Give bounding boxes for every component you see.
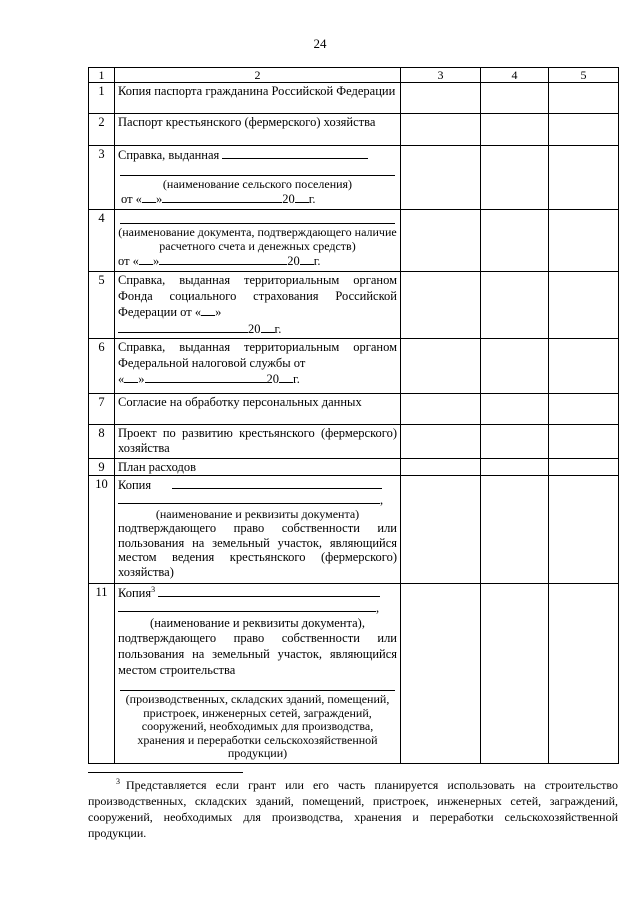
year-suffix: г. [293,372,300,386]
date-prefix: от « [118,254,139,268]
table-row [89,425,619,459]
cell-col3 [401,475,481,583]
date-mid: » [215,305,222,319]
field-hint: (наименование и реквизиты документа) [155,506,360,521]
table-row [89,394,619,425]
row-text: Справка, выданная [118,148,220,162]
column-header-2: 2 [115,68,401,83]
cell-col4 [481,475,549,583]
cell-col4 [481,146,549,210]
row-text: Копия паспорта гражданина Российской Федерации [115,83,401,114]
blank-line [120,163,395,176]
row-text: Согласие на обработку персональных данных [115,394,401,425]
cell-col3 [401,83,481,114]
page-number: 24 [313,36,327,51]
cell-col3 [401,339,481,394]
blank-line [145,371,267,383]
table-row [89,210,619,272]
year-prefix: 20 [248,321,261,336]
row-content [115,210,401,272]
cell-col5 [549,583,619,763]
blank-line [142,191,156,203]
blank-line [300,253,314,265]
cell-col5 [549,146,619,210]
footnote-text: Представляется если грант или его часть планируется использовать на строительство производственных, складских зданий, помещений, пристроек, инженерных сетей, заграждений, сооружений, необходимых для производства, хранения и переработки сельскохозяйственной продукции. [88,778,618,840]
cell-col3 [401,459,481,476]
row-content [115,583,401,763]
cell-col3 [401,146,481,210]
cell-col4 [481,114,549,146]
row-number: 3 [89,146,115,210]
column-header-1: 1 [89,68,115,83]
row-number: 7 [89,394,115,425]
date-prefix: « [118,372,125,386]
year-suffix: г. [313,254,321,268]
blank-line [172,477,382,489]
blank-line [158,585,380,597]
row-number: 10 [89,475,115,583]
row-number: 2 [89,114,115,146]
row-text: Копия [118,477,152,492]
row-number: 11 [89,583,115,763]
table-row [89,459,619,476]
row-content [115,339,401,394]
column-header-4: 4 [481,68,549,83]
cell-col3 [401,583,481,763]
table-row [89,146,619,210]
cell-col4 [481,459,549,476]
footnote [88,777,618,841]
row-number: 8 [89,425,115,459]
comma: , [376,601,380,615]
cell-col3 [401,272,481,339]
year-prefix: 20 [282,192,295,206]
cell-col4 [481,394,549,425]
row-number: 6 [89,339,115,394]
blank-line [124,371,138,383]
blank-line [118,321,248,333]
blank-line [222,147,368,159]
row-text: Проект по развитию крестьянского (фермерского) хозяйства [115,425,401,459]
row-number: 1 [89,83,115,114]
field-hint: (наименование сельского поселения) [162,176,353,191]
cell-col4 [481,583,549,763]
row-text: Паспорт крестьянского (фермерского) хозяйства [115,114,401,146]
cell-col5 [549,114,619,146]
year-suffix: г. [308,192,316,206]
cell-col5 [549,394,619,425]
table-row [89,83,619,114]
blank-line [118,492,380,504]
table-row [89,272,619,339]
date-mid: » [152,254,160,268]
table-row [89,475,619,583]
row-number: 5 [89,272,115,339]
cell-col5 [549,425,619,459]
blank-line [139,253,153,265]
documents-table [88,67,619,764]
cell-col3 [401,210,481,272]
field-hint: (наименование документа, подтверждающего наличие расчетного счета и денежных средств) [118,225,397,253]
table-row [89,339,619,394]
cell-col4 [481,83,549,114]
column-header-3: 3 [401,68,481,83]
cell-col5 [549,83,619,114]
row-number: 9 [89,459,115,476]
column-header-5: 5 [549,68,619,83]
cell-col4 [481,425,549,459]
blank-line [118,600,376,612]
date-prefix: от « [121,192,142,206]
blank-line [295,191,309,203]
cell-col4 [481,339,549,394]
date-mid: » [155,192,163,206]
row-text: Справка, выданная территориальным органом Фонда социального страхования Российской Федерации от « [118,273,397,319]
row-content [115,475,401,583]
row-content [115,272,401,339]
cell-col5 [549,475,619,583]
footnote-separator [88,772,243,773]
row-text-continued: подтверждающего право собственности или пользования на земельный участок, являющийся местом строительства [118,631,397,677]
blank-line [162,191,282,203]
cell-col5 [549,272,619,339]
row-text: Копия [118,585,152,600]
footnote-mark: 3 [116,777,120,786]
cell-col5 [549,210,619,272]
table-header-row [89,68,619,83]
cell-col3 [401,394,481,425]
year-prefix: 20 [266,372,279,386]
year-prefix: 20 [287,254,300,268]
row-text: Справка, выданная территориальным органом Федеральной налоговой службы от [118,340,397,370]
table-row [89,583,619,763]
cell-col4 [481,210,549,272]
blank-line [201,304,215,316]
row-text-continued: подтверждающего право собственности или пользования на земельный участок, являющийся местом ведения крестьянского (фермерского) хозяйства) [118,521,397,579]
blank-line [120,678,395,691]
footnote-reference: 3 [151,584,156,594]
blank-line [159,253,287,265]
blank-line [261,321,275,333]
cell-col5 [549,339,619,394]
field-hint: (производственных, складских зданий, помещений, пристроек, инженерных сетей, заграждений, сооружений, необходимых для производства, хранения и переработки сельскохозяйственной продукции) [125,692,390,760]
year-suffix: г. [274,321,282,336]
row-content [115,146,401,210]
cell-col4 [481,272,549,339]
blank-line [279,371,293,383]
cell-col3 [401,114,481,146]
blank-line [120,211,395,224]
row-text: План расходов [115,459,401,476]
date-mid: » [138,372,145,386]
row-number: 4 [89,210,115,272]
cell-col5 [549,459,619,476]
table-row [89,114,619,146]
field-hint: (наименование и реквизиты документа), [150,615,365,630]
cell-col3 [401,425,481,459]
comma: , [380,493,384,507]
